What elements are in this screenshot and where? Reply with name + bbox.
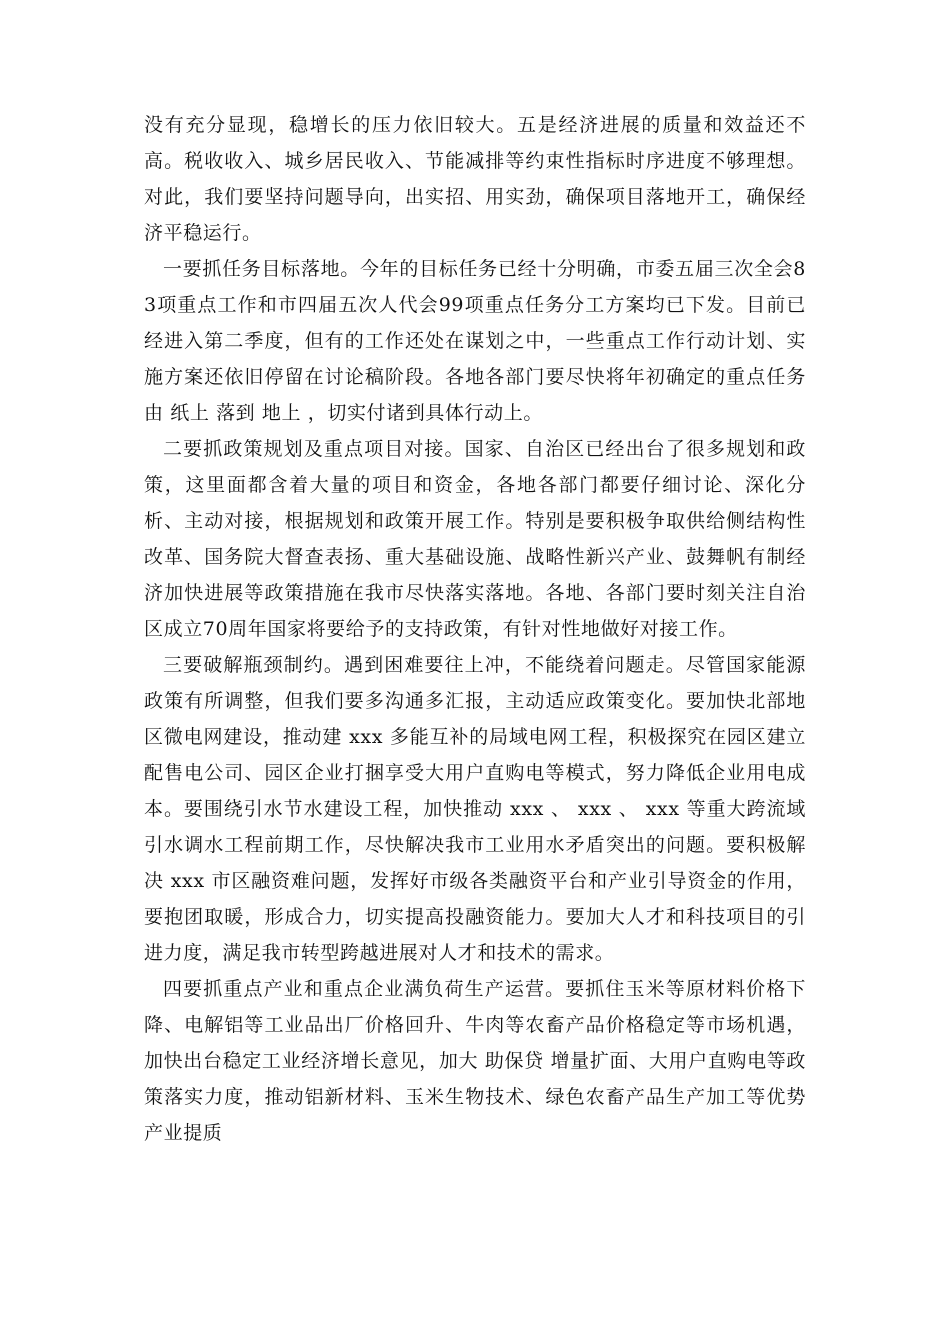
paragraph-continuation: 没有充分显现，稳增长的压力依旧较大。五是经济进展的质量和效益还不高。税收收入、城乡居民收入、节能减排等约束性指标时序进度不够理想。对此，我们要坚持问题导向，出实招、用实劲，确保项目落地开工，确保经济平稳运行。 (144, 114, 806, 244)
document-body (144, 107, 806, 1151)
paragraph-task-targets: 一要抓任务目标落地。今年的目标任务已经十分明确，市委五届三次全会83项重点工作和市四届五次人代会99项重点任务分工方案均已下发。目前已经进入第二季度，但有的工作还处在谋划之中，一些重点工作行动计划、实施方案还依旧停留在讨论稿阶段。各地各部门要尽快将年初确定的重点任务由 纸上 落到 地上 ，切实付诸到具体行动上。 (144, 258, 806, 424)
paragraph-key-industries: 四要抓重点产业和重点企业满负荷生产运营。要抓住玉米等原材料价格下降、电解铝等工业品出厂价格回升、牛肉等农畜产品价格稳定等市场机遇，加快出台稳定工业经济增长意见，加大 助保贷 增量扩面、大用户直购电等政策落实力度，推动铝新材料、玉米生物技术、绿色农畜产品生产加工等优势产业提质 (144, 978, 806, 1144)
paragraph-policy-planning: 二要抓政策规划及重点项目对接。国家、自治区已经出台了很多规划和政策，这里面都含着大量的项目和资金，各地各部门都要仔细讨论、深化分析、主动对接，根据规划和政策开展工作。特别是要积极争取供给侧结构性改革、国务院大督查表扬、重大基础设施、战略性新兴产业、鼓舞帆有制经济加快进展等政策措施在我市尽快落实落地。各地、各部门要时刻关注自治区成立70周年国家将要给予的支持政策，有针对性地做好对接工作。 (144, 438, 806, 640)
paragraph-bottlenecks: 三要破解瓶颈制约。遇到困难要往上冲，不能绕着问题走。尽管国家能源政策有所调整，但我们要多沟通多汇报，主动适应政策变化。要加快北部地区微电网建设，推动建 xxx 多能互补的局域电网工程，积极探究在园区建立配售电公司、园区企业打捆享受大用户直购电等模式，努力降低企业用电成本。要围绕引水节水建设工程，加快推动 xxx 、 xxx 、 xxx 等重大跨流域引水调水工程前期工作，尽快解决我市工业用水矛盾突出的问题。要积极解决 xxx 市区融资难问题，发挥好市级各类融资平台和产业引导资金的作用，要抱团取暖，形成合力，切实提高投融资能力。要加大人才和科技项目的引进力度，满足我市转型跨越进展对人才和技术的需求。 (144, 654, 806, 964)
